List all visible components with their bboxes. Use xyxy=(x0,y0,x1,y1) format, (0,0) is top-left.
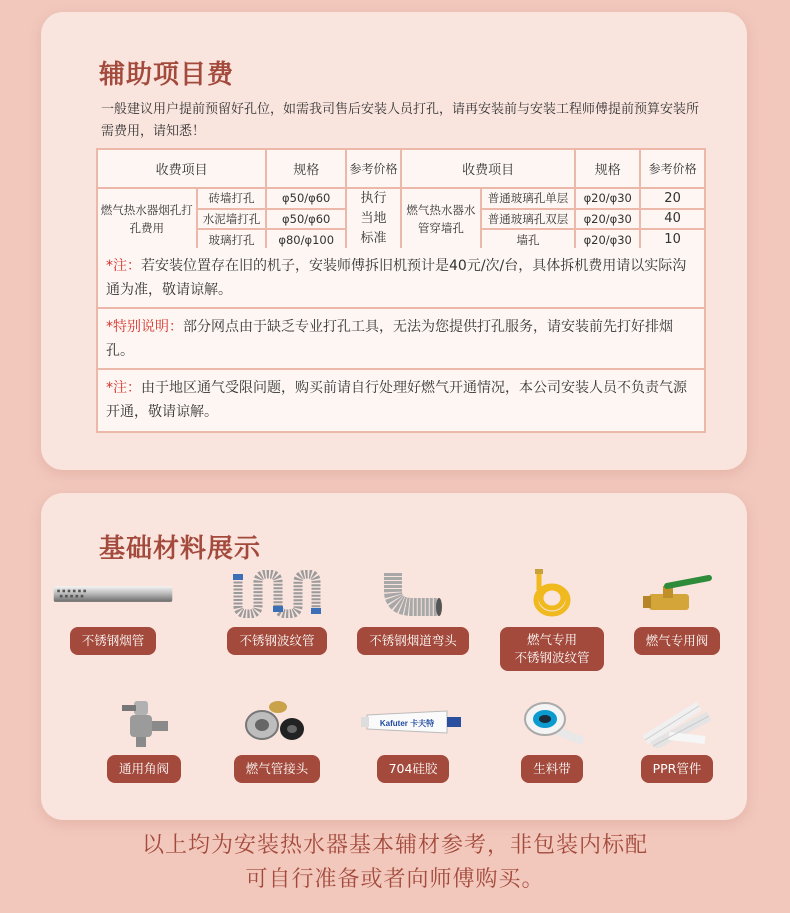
gas-hose-icon xyxy=(491,568,613,620)
note-text: 由于地区通气受限问题，购买前请自行处理好燃气开通情况，本公司安装人员不负责气源开通，敬请谅解。 xyxy=(106,380,687,420)
note-old-unit xyxy=(96,248,706,309)
left-row-name: 玻璃打孔 xyxy=(197,229,267,250)
note-gas-supply xyxy=(96,370,706,433)
materials-section-title: 基础材料展示 xyxy=(99,534,262,564)
material-label-line1: 燃气专用 xyxy=(526,632,577,647)
left-row-spec: φ50/φ60 xyxy=(266,188,346,209)
right-row-price: 40 xyxy=(640,209,705,230)
material-label-line2: 不锈钢波纹管 xyxy=(514,650,590,665)
left-price: 执行当地标准 xyxy=(346,188,401,250)
silicone-brand-text: Kafuter 卡夫特 xyxy=(379,719,435,728)
corrugated-pipe-icon xyxy=(216,568,338,620)
material-item xyxy=(216,568,338,655)
right-row-spec: φ20/φ30 xyxy=(575,209,640,230)
material-label: 生料带 xyxy=(521,755,583,783)
right-row-price: 10 xyxy=(640,229,705,250)
note-text: 部分网点由于缺乏专业打孔工具，无法为您提供打孔服务，请安装前先打好排烟孔。 xyxy=(106,319,673,359)
right-row-price: 20 xyxy=(640,188,705,209)
footer-line-2: 可自行准备或者向师傅购买。 xyxy=(245,867,545,892)
right-row-spec: φ20/φ30 xyxy=(575,188,640,209)
right-group-label: 燃气热水器水管穿墙孔 xyxy=(401,188,481,250)
header-item-right: 收费项目 xyxy=(401,149,575,188)
note-special xyxy=(96,309,706,370)
ppr-pipe-icon xyxy=(616,696,738,748)
right-row-name: 墙孔 xyxy=(481,229,576,250)
steel-flue-pipe-icon xyxy=(52,568,174,620)
header-price-right: 参考价格 xyxy=(640,149,705,188)
material-item xyxy=(491,568,613,671)
material-item xyxy=(491,696,613,783)
note-lead: *注： xyxy=(106,380,141,396)
material-item xyxy=(83,696,205,783)
left-row-name: 水泥墙打孔 xyxy=(197,209,267,230)
gas-valve-icon xyxy=(616,568,738,620)
right-row-name: 普通玻璃孔双层 xyxy=(481,209,576,230)
left-row-spec: φ50/φ60 xyxy=(266,209,346,230)
fee-table-header xyxy=(97,149,705,188)
material-label: PPR管件 xyxy=(641,755,714,783)
material-item xyxy=(216,696,338,783)
fee-intro: 一般建议用户提前预留好孔位，如需我司售后安装人员打孔，请再安装前与安装工程师傅提前预算安装所需费用，请知悉！ xyxy=(101,102,700,139)
header-price-left: 参考价格 xyxy=(346,149,401,188)
left-row-spec: φ80/φ100 xyxy=(266,229,346,250)
header-spec-left: 规格 xyxy=(266,149,346,188)
note-lead: *注： xyxy=(106,258,141,274)
silicone-tube-icon xyxy=(352,696,474,748)
flue-elbow-icon xyxy=(352,568,474,620)
material-label: 燃气专用阀 xyxy=(634,627,721,655)
left-group-label: 燃气热水器烟孔打孔费用 xyxy=(97,188,197,250)
material-item xyxy=(352,568,474,655)
right-row-name: 普通玻璃孔单层 xyxy=(481,188,576,209)
table-row xyxy=(97,188,705,209)
material-item xyxy=(616,696,738,783)
note-text: 若安装位置存在旧的机子，安装师傅拆旧机预计是40元/次/台，具体拆机费用请以实际沟通为准，敬请谅解。 xyxy=(106,258,687,298)
material-label: 通用角阀 xyxy=(107,755,181,783)
footer-line-1: 以上均为安装热水器基本辅材参考，非包装内标配 xyxy=(141,833,648,858)
material-label: 704硅胶 xyxy=(377,755,450,783)
material-label: 不锈钢烟管 xyxy=(70,627,157,655)
gas-fitting-icon xyxy=(216,696,338,748)
left-row-name: 砖墙打孔 xyxy=(197,188,267,209)
fee-card xyxy=(41,12,747,470)
fee-table xyxy=(96,148,706,251)
note-lead: *特别说明： xyxy=(106,319,183,335)
header-item-left: 收费项目 xyxy=(97,149,266,188)
fee-section-title: 辅助项目费 xyxy=(99,60,235,90)
material-label: 不锈钢波纹管 xyxy=(227,627,326,655)
material-label: 不锈钢烟道弯头 xyxy=(357,627,469,655)
materials-card xyxy=(41,493,747,820)
material-item xyxy=(352,696,474,783)
ptfe-tape-icon xyxy=(491,696,613,748)
angle-valve-icon xyxy=(83,696,205,748)
header-spec-right: 规格 xyxy=(575,149,640,188)
material-label xyxy=(500,627,603,671)
right-row-spec: φ20/φ30 xyxy=(575,229,640,250)
material-item xyxy=(52,568,174,655)
material-item xyxy=(616,568,738,655)
material-label: 燃气管接头 xyxy=(234,755,321,783)
